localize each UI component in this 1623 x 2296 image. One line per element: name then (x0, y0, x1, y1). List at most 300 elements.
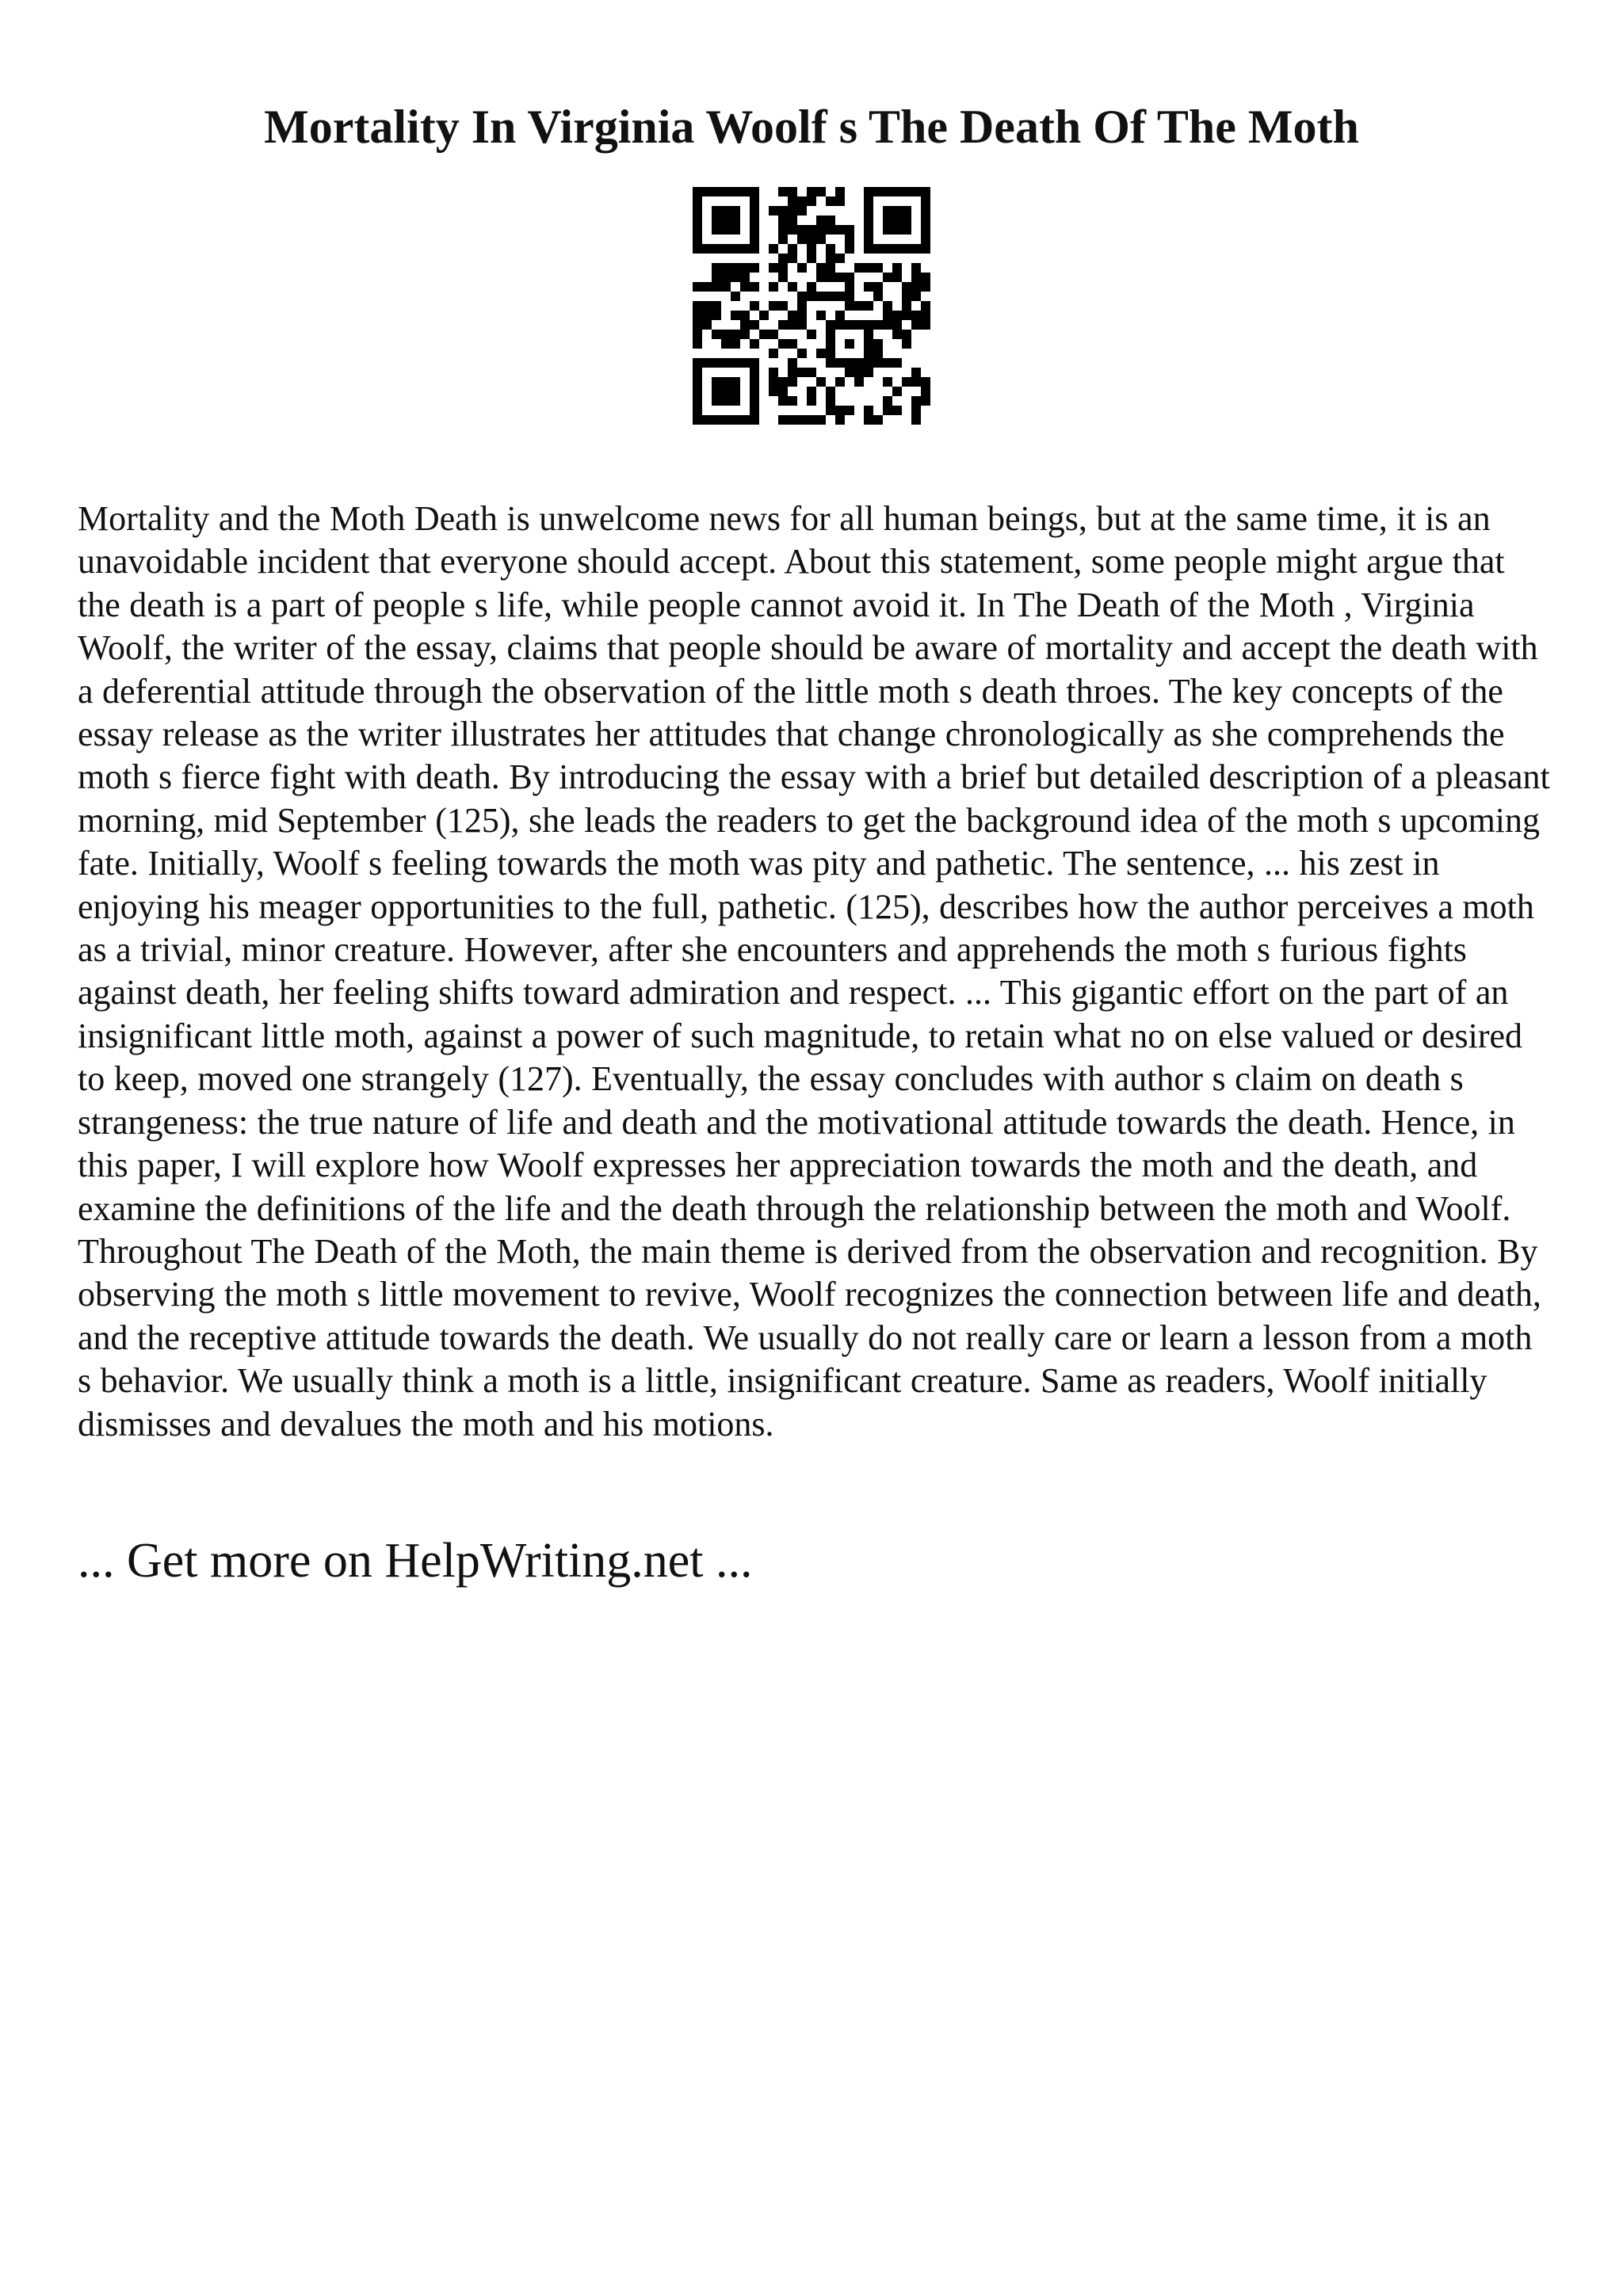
qr-module (731, 292, 740, 301)
qr-module (750, 196, 759, 206)
qr-module (826, 225, 835, 235)
qr-module (902, 187, 911, 196)
qr-module (854, 301, 864, 311)
qr-module (778, 377, 788, 387)
qr-module (788, 254, 797, 263)
qr-module (788, 244, 797, 254)
qr-module (731, 215, 740, 225)
qr-module (864, 187, 873, 196)
qr-module (911, 415, 921, 425)
qr-module (740, 311, 750, 320)
qr-module (693, 187, 702, 196)
qr-module (864, 406, 873, 415)
qr-module (864, 235, 873, 244)
qr-module (750, 339, 759, 349)
qr-module (712, 206, 721, 215)
qr-module (693, 244, 702, 254)
qr-module (845, 406, 854, 415)
qr-module (750, 235, 759, 244)
qr-module (845, 368, 854, 377)
qr-module (921, 301, 930, 311)
qr-module (702, 358, 712, 368)
essay-body: Mortality and the Moth Death is unwelcome news for all human beings, but at the same time, it is an unavoidable incident that everyone should accept. About this statement, some people might argue that the death is a part of people s life, while people cannot avoid it. In The Death of the Moth , Virginia Woolf, the writer of the essay, claims that people should be aware of mortality and accept the death with a deferential attitude through the observation of the little moth s death throes. The key concepts of the essay release as the writer illustrates her attitudes that change chronologically as she comprehends the moth s fierce fight with death. By introducing the essay with a brief but detailed description of a pleasant morning, mid September (125), she leads the readers to get the background idea of the moth s upcoming fate. Initially, Woolf s feeling towards the moth was pity and pathetic. The sentence, ... his zest in enjoying his meager opportunities to the full, pathetic. (125), describes how the author perceives a moth as a trivial, minor creature. However, after she encounters and apprehends the moth s furious fights against death, her feeling shifts toward admiration and respect. ... This gigantic effort on the part of an insignificant little moth, against a power of such magnitude, to retain what no on else valued or desired to keep, moved one strangely (127). Eventually, the essay concludes with author s claim on death s strangeness: the true nature of life and death and the motivational attitude towards the death. Hence, in this paper, I will explore how Woolf expresses her appreciation towards the moth and the death, and examine the definitions of the life and the death through the relationship between the moth and Woolf. Throughout The Death of the Moth, the main theme is derived from the observation and recognition. By observing the moth s little movement to revive, Woolf recognizes the connection between life and death, and the receptive attitude towards the death. We usually do not really care or learn a lesson from a moth s behavior. We usually think a moth is a little, insignificant creature. Same as readers, Woolf initially dismisses and devalues the moth and his motions. (78, 499, 1550, 1444)
qr-module (721, 387, 731, 396)
qr-module (712, 311, 721, 320)
qr-module (788, 377, 797, 387)
get-more-link[interactable]: ... Get more on HelpWriting.net ... (78, 1534, 753, 1588)
qr-module (693, 225, 702, 235)
qr-module (769, 368, 778, 377)
qr-module (759, 311, 769, 320)
qr-module (902, 282, 911, 292)
qr-module (921, 387, 930, 396)
qr-module (693, 368, 702, 377)
qr-module (731, 387, 740, 396)
qr-module (807, 368, 816, 377)
qr-module (921, 244, 930, 254)
qr-module (731, 187, 740, 196)
qr-module (873, 415, 883, 425)
qr-module (693, 377, 702, 387)
qr-module (835, 225, 845, 235)
qr-module (864, 244, 873, 254)
qr-module (892, 311, 902, 320)
qr-module (740, 330, 750, 339)
qr-module (864, 263, 873, 273)
qr-module (721, 396, 731, 406)
qr-module (854, 368, 864, 377)
qr-module (826, 387, 835, 396)
qr-module (902, 292, 911, 301)
qr-module (845, 358, 854, 368)
qr-module (892, 320, 902, 330)
qr-module (883, 206, 892, 215)
qr-module (712, 273, 721, 282)
qr-module (721, 206, 731, 215)
qr-module (807, 282, 816, 292)
qr-module (902, 215, 911, 225)
qr-module (826, 244, 835, 254)
qr-module (740, 415, 750, 425)
qr-module (731, 339, 740, 349)
qr-module (731, 244, 740, 254)
qr-module (797, 225, 807, 235)
qr-module (740, 358, 750, 368)
qr-module (921, 396, 930, 406)
qr-module (816, 187, 826, 196)
qr-module (750, 368, 759, 377)
qr-module (702, 282, 712, 292)
qr-module (788, 358, 797, 368)
qr-module (864, 320, 873, 330)
qr-module (845, 225, 854, 235)
qr-module (731, 377, 740, 387)
qr-module (835, 358, 845, 368)
qr-module (788, 415, 797, 425)
qr-module (911, 311, 921, 320)
qr-module (750, 358, 759, 368)
qr-module (750, 244, 759, 254)
qr-module (902, 244, 911, 254)
qr-module (921, 215, 930, 225)
qr-module (693, 396, 702, 406)
qr-module (892, 225, 902, 235)
qr-module (740, 273, 750, 282)
qr-module (902, 330, 911, 339)
qr-module (712, 225, 721, 235)
qr-module (807, 330, 816, 339)
qr-module (693, 311, 702, 320)
qr-module (721, 225, 731, 235)
qr-module (816, 215, 826, 225)
qr-module (750, 282, 759, 292)
qr-module (750, 215, 759, 225)
qr-module (902, 311, 911, 320)
qr-module (883, 311, 892, 320)
qr-module (797, 301, 807, 311)
qr-module (816, 311, 826, 320)
qr-module (769, 330, 778, 339)
qr-module (864, 368, 873, 377)
qr-module (826, 358, 835, 368)
qr-module (921, 196, 930, 206)
qr-module (750, 187, 759, 196)
qr-module (816, 415, 826, 425)
qr-module (854, 263, 864, 273)
qr-module (769, 244, 778, 254)
qr-module (864, 282, 873, 292)
qr-module (807, 254, 816, 263)
qr-module (826, 254, 835, 263)
qr-module (740, 282, 750, 292)
qr-module (826, 263, 835, 273)
qr-module (892, 215, 902, 225)
qr-module (845, 273, 854, 282)
qr-module (854, 358, 864, 368)
qr-module (911, 320, 921, 330)
qr-module (807, 292, 816, 301)
qr-module (721, 377, 731, 387)
qr-module (902, 301, 911, 311)
qr-module (911, 377, 921, 387)
qr-module (702, 320, 712, 330)
qr-module (750, 320, 759, 330)
qr-module (807, 196, 816, 206)
qr-module (731, 330, 740, 339)
qr-module (740, 263, 750, 273)
qr-module (693, 282, 702, 292)
qr-module (778, 235, 788, 244)
qr-module (892, 387, 902, 396)
qr-module (892, 187, 902, 196)
qr-module (826, 292, 835, 301)
qr-module (778, 396, 788, 406)
qr-module (864, 339, 873, 349)
qr-module (911, 406, 921, 415)
qr-module (902, 225, 911, 235)
qr-module (797, 320, 807, 330)
qr-module (731, 311, 740, 320)
qr-module (911, 368, 921, 377)
qr-module (788, 225, 797, 235)
qr-module (702, 244, 712, 254)
qr-module (712, 415, 721, 425)
qr-code-graphic (693, 187, 930, 425)
qr-module (712, 396, 721, 406)
qr-module (712, 358, 721, 368)
qr-module (778, 415, 788, 425)
qr-module (835, 320, 845, 330)
qr-module (807, 187, 816, 196)
qr-module (816, 349, 826, 358)
qr-module (778, 263, 788, 273)
qr-module (750, 377, 759, 387)
qr-module (807, 396, 816, 406)
qr-module (778, 320, 788, 330)
qr-module (816, 377, 826, 387)
qr-module (778, 339, 788, 349)
qr-module (892, 244, 902, 254)
qr-module (712, 387, 721, 396)
qr-module (911, 263, 921, 273)
qr-module (864, 358, 873, 368)
qr-module (883, 215, 892, 225)
qr-module (750, 206, 759, 215)
qr-module (778, 206, 788, 215)
qr-module (693, 330, 702, 339)
qr-module (835, 415, 845, 425)
qr-module (826, 349, 835, 358)
qr-module (902, 377, 911, 387)
qr-module (788, 206, 797, 215)
qr-module (883, 273, 892, 282)
qr-module (892, 263, 902, 273)
qr-module (921, 273, 930, 282)
qr-module (712, 282, 721, 292)
qr-module (864, 301, 873, 311)
qr-module (835, 406, 845, 415)
qr-module (797, 206, 807, 215)
qr-module (807, 415, 816, 425)
qr-module (797, 235, 807, 244)
qr-module (873, 358, 883, 368)
qr-module (721, 282, 731, 292)
qr-module (864, 330, 873, 339)
qr-module (864, 349, 873, 358)
qr-module (854, 377, 864, 387)
qr-module (921, 320, 930, 330)
qr-module (873, 282, 883, 292)
qr-module (740, 244, 750, 254)
qr-module (721, 339, 731, 349)
qr-module (807, 387, 816, 396)
qr-module (702, 187, 712, 196)
qr-module (797, 368, 807, 377)
qr-module (873, 263, 883, 273)
qr-module (807, 235, 816, 244)
qr-module (807, 244, 816, 254)
qr-module (873, 187, 883, 196)
qr-module (835, 292, 845, 301)
qr-module (826, 330, 835, 339)
qr-module (788, 196, 797, 206)
qr-module (721, 187, 731, 196)
qr-module (731, 415, 740, 425)
qr-module (731, 396, 740, 406)
qr-module (721, 215, 731, 225)
qr-module (712, 215, 721, 225)
qr-module (750, 225, 759, 235)
qr-module (788, 368, 797, 377)
qr-module (911, 292, 921, 301)
qr-module (721, 330, 731, 339)
qr-module (712, 187, 721, 196)
qr-module (845, 235, 854, 244)
qr-module (883, 244, 892, 254)
qr-module (835, 196, 845, 206)
qr-module (892, 330, 902, 339)
qr-module (911, 244, 921, 254)
document-title: Mortality In Virginia Woolf s The Death Of The Moth (264, 101, 1359, 153)
qr-module (835, 377, 845, 387)
qr-module (693, 415, 702, 425)
qr-module (769, 301, 778, 311)
qr-module (845, 339, 854, 349)
qr-module (921, 377, 930, 387)
qr-module (750, 387, 759, 396)
qr-module (816, 263, 826, 273)
qr-module (750, 415, 759, 425)
qr-module (911, 273, 921, 282)
qr-module (778, 301, 788, 311)
qr-module (911, 396, 921, 406)
qr-module (883, 301, 892, 311)
qr-module (731, 206, 740, 215)
qr-module (750, 301, 759, 311)
qr-module (807, 225, 816, 235)
qr-module (702, 415, 712, 425)
qr-module (778, 187, 788, 196)
qr-module (693, 301, 702, 311)
qr-module (835, 254, 845, 263)
qr-module (769, 282, 778, 292)
qr-module (845, 244, 854, 254)
qr-module (702, 311, 712, 320)
qr-module (797, 263, 807, 273)
qr-module (797, 196, 807, 206)
qr-module (693, 320, 702, 330)
qr-module (712, 244, 721, 254)
qr-module (883, 187, 892, 196)
qr-module (883, 225, 892, 235)
qr-module (712, 330, 721, 339)
qr-module (778, 225, 788, 235)
qr-module (702, 301, 712, 311)
qr-module (788, 339, 797, 349)
qr-module (778, 273, 788, 282)
qr-module (788, 215, 797, 225)
qr-module (816, 292, 826, 301)
qr-module (816, 235, 826, 244)
qr-module (845, 320, 854, 330)
qr-module (731, 263, 740, 273)
qr-module (712, 377, 721, 387)
qr-module (873, 339, 883, 349)
qr-module (778, 387, 788, 396)
qr-module (835, 273, 845, 282)
qr-module (778, 215, 788, 225)
qr-module (750, 406, 759, 415)
qr-module (769, 349, 778, 358)
qr-module (750, 263, 759, 273)
qr-module (816, 273, 826, 282)
qr-module (864, 215, 873, 225)
qr-module (788, 282, 797, 292)
qr-module (921, 282, 930, 292)
qr-module (883, 377, 892, 387)
qr-module (826, 273, 835, 282)
qr-module (759, 330, 769, 339)
qr-module (693, 215, 702, 225)
qr-module (883, 320, 892, 330)
qr-module (921, 311, 930, 320)
qr-module (835, 187, 845, 196)
qr-module (750, 396, 759, 406)
qr-module (693, 358, 702, 368)
qr-module (873, 292, 883, 301)
qr-module (911, 282, 921, 292)
qr-module (816, 225, 826, 235)
qr-module (693, 406, 702, 415)
qr-module (864, 415, 873, 425)
qr-module (921, 187, 930, 196)
qr-module (826, 406, 835, 415)
qr-module (721, 263, 731, 273)
qr-module (721, 358, 731, 368)
qr-module (883, 406, 892, 415)
qr-module (826, 396, 835, 406)
qr-module (826, 215, 835, 225)
qr-module (911, 187, 921, 196)
qr-module (797, 311, 807, 320)
qr-module (883, 396, 892, 406)
qr-module (769, 206, 778, 215)
qr-module (845, 292, 854, 301)
qr-module (883, 358, 892, 368)
qr-code-icon[interactable] (693, 187, 930, 425)
qr-module (740, 320, 750, 330)
qr-module (845, 301, 854, 311)
qr-module (788, 187, 797, 196)
qr-module (902, 206, 911, 215)
qr-module (902, 339, 911, 349)
qr-module (892, 206, 902, 215)
qr-module (769, 377, 778, 387)
qr-module (826, 339, 835, 349)
qr-module (721, 415, 731, 425)
qr-module (873, 244, 883, 254)
qr-module (693, 235, 702, 244)
qr-module (788, 396, 797, 406)
qr-module (693, 206, 702, 215)
qr-module (864, 206, 873, 215)
qr-module (826, 196, 835, 206)
qr-module (693, 196, 702, 206)
qr-module (864, 196, 873, 206)
qr-module (797, 349, 807, 358)
qr-module (740, 187, 750, 196)
qr-module (721, 273, 731, 282)
